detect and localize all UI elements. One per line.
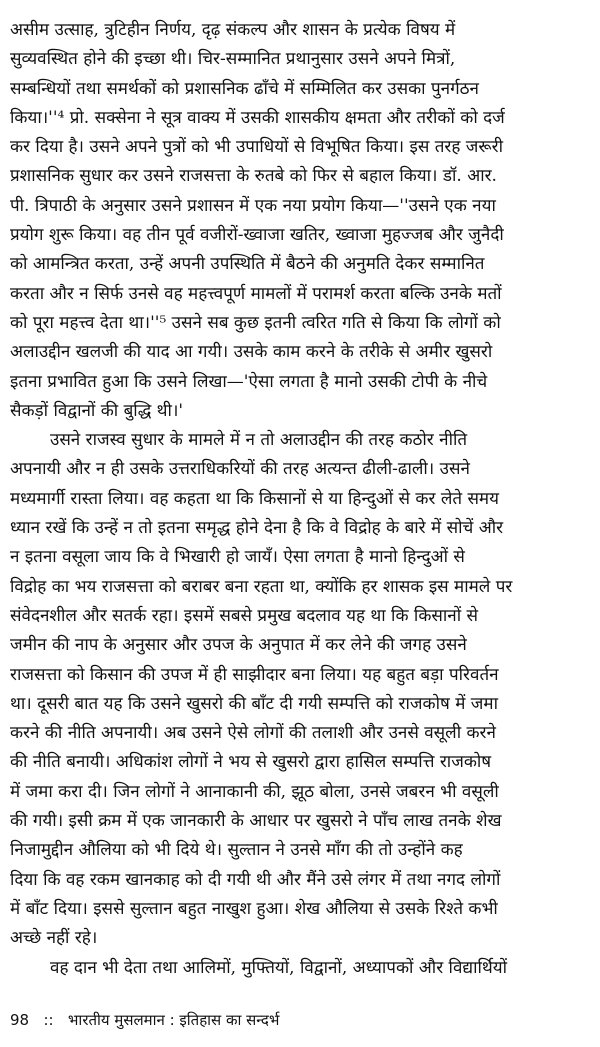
text-line: को आमन्त्रित करता, उन्हें अपनी उपस्थिति में बैठने की अनुमति देकर सम्मानित xyxy=(10,254,485,275)
footer-separator: :: xyxy=(43,1011,54,1029)
text-line: पी. त्रिपाठी के अनुसार उसने प्रशासन में एक नया प्रयोग किया—''उसने एक नया xyxy=(10,195,496,216)
text-line: दिया कि वह रकम खानकाह को दी गयी थी और मैंने उसे लंगर में तथा नगद लोगों xyxy=(10,869,501,890)
paragraph-2 xyxy=(10,426,590,953)
text-line: में जमा करा दी। जिन लोगों ने आनाकानी की, झूठ बोला, उनसे जबरन भी वसूली xyxy=(10,781,499,802)
text-line: इतना प्रभावित हुआ कि उसने लिखा—'ऐसा लगता है मानो उसकी टोपी के नीचे xyxy=(10,371,488,392)
text-line: विद्रोह का भय राजसत्ता को बराबर बना रहता था, क्योंकि हर शासक इस मामले पर xyxy=(10,576,513,597)
text-line: उसने राजस्व सुधार के मामले में न तो अलाउद्दीन की तरह कठोर नीति xyxy=(50,430,468,451)
text-line: प्रशासनिक सुधार कर उसने राजसत्ता के रुतबे को फिर से बहाल किया। डॉ. आर. xyxy=(10,166,497,187)
text-line: असीम उत्साह, त्रुटिहीन निर्णय, दृढ़ संकल्प और शासन के प्रत्येक विषय में xyxy=(10,20,456,40)
text-line: प्रयोग शुरू किया। वह तीन पूर्व वजीरों-ख्वाजा खतिर, ख्वाजा मुहज्जब और जुनैदी xyxy=(10,225,504,246)
text-line: ध्यान रखें कि उन्हें न तो इतना समृद्ध होने देना है कि वे विद्रोह के बारे में सोचें और xyxy=(10,518,504,539)
text-line: की गयी। इसी क्रम में एक जानकारी के आधार पर खुसरो ने पाँच लाख तनके शेख xyxy=(10,811,502,832)
text-line: कर दिया है। उसने अपने पुत्रों को भी उपाधियों से विभूषित किया। इस तरह जरूरी xyxy=(10,137,503,158)
text-line: अच्छे नहीं रहे। xyxy=(10,928,98,949)
text-line: अलाउद्दीन खलजी की याद आ गयी। उसके काम करने के तरीके से अमीर खुसरो xyxy=(10,342,493,363)
text-line: को पूरा महत्त्व देता था।''⁵ उसने सब कुछ इतनी त्वरित गति से किया कि लोगों को xyxy=(10,312,501,333)
text-line: अपनायी और न ही उसके उत्तराधिकरियों की तरह अत्यन्त ढीली-ढाली। उसने xyxy=(10,459,470,480)
text-line: जमीन की नाप के अनुसार और उपज के अनुपात में कर लेने की जगह उसने xyxy=(10,635,467,656)
paragraph-1 xyxy=(10,16,590,426)
text-line: सैकड़ों विद्वानों की बुद्धि थी।' xyxy=(10,400,184,421)
text-line: किया।''⁴ प्रो. सक्सेना ने सूत्र वाक्य में उसकी शासकीय क्षमता और तरीकों को दर्ज xyxy=(10,107,505,128)
page-footer xyxy=(10,1010,279,1030)
text-line: करता और न सिर्फ उनसे वह महत्त्वपूर्ण मामलों में परामर्श करता बल्कि उनके मतों xyxy=(10,283,502,304)
text-line: सुव्यवस्थित होने की इच्छा थी। चिर-सम्मानित प्रथानुसार उसने अपने मित्रों, xyxy=(10,49,456,70)
text-line: था। दूसरी बात यह कि उसने खुसरो की बाँट दी गयी सम्पत्ति को राजकोष में जमा xyxy=(10,693,498,714)
text-line: राजसत्ता को किसान की उपज में ही साझीदार बना लिया। यह बहुत बड़ा परिवर्तन xyxy=(10,664,499,685)
text-line: निजामुद्दीन औलिया को भी दिये थे। सुल्तान ने उनसे माँग की तो उन्होंने कह xyxy=(10,840,463,861)
text-line: संवेदनशील और सतर्क रहा। इसमें सबसे प्रमुख बदलाव यह था कि किसानों से xyxy=(10,605,478,626)
text-line: सम्बन्धियों तथा समर्थकों को प्रशासनिक ढाँचे में सम्मिलित कर उसका पुनर्गठन xyxy=(10,78,479,99)
text-line: की नीति बनायी। अधिकांश लोगों ने भय से खुसरो द्वारा हासिल सम्पत्ति राजकोष xyxy=(10,752,492,773)
text-line: करने की नीति अपनायी। अब उसने ऐसे लोगों की तलाशी और उनसे वसूली करने xyxy=(10,723,496,744)
paragraph-3 xyxy=(10,954,590,983)
body-text xyxy=(10,16,590,983)
text-line: वह दान भी देता तथा आलिमों, मुफ्तियों, विद्वानों, अध्यापकों और विद्यार्थियों xyxy=(50,957,508,978)
page-number: 98 xyxy=(10,1011,30,1029)
text-line: में बाँट दिया। इससे सुल्तान बहुत नाखुश हुआ। शेख औलिया से उसके रिश्ते कभी xyxy=(10,898,498,919)
text-line: न इतना वसूला जाय कि वे भिखारी हो जायँ। ऐसा लगता है मानो हिन्दुओं से xyxy=(10,547,465,568)
text-line: मध्यमार्गी रास्ता लिया। वह कहता था कि किसानों से या हिन्दुओं से कर लेते समय xyxy=(10,488,499,509)
running-title: भारतीय मुसलमान : इतिहास का सन्दर्भ xyxy=(67,1011,280,1029)
